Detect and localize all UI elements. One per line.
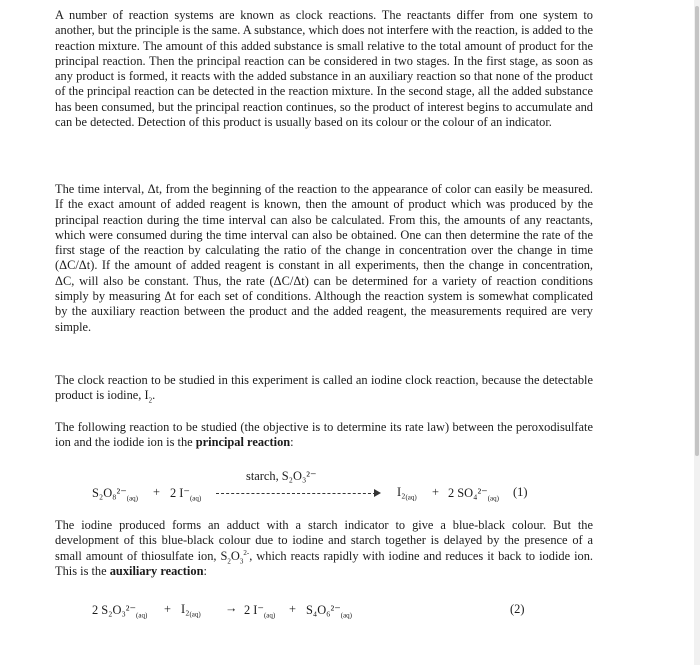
eq1-r2-formula: 2 I⁻: [170, 486, 190, 500]
paragraph-auxiliary-reaction: [55, 518, 593, 579]
equation1-reactant2: [170, 485, 201, 501]
eq2-r2-formula: I₂: [181, 602, 190, 616]
equation2-reactant2: [181, 602, 201, 617]
equation1-plus1: +: [153, 485, 160, 499]
equation2-product2: [306, 602, 352, 618]
eq2-p2-state: (aq): [340, 611, 353, 620]
equation2-reactant1: [92, 602, 147, 618]
equation2-arrow: →: [225, 601, 238, 615]
p5-end: :: [203, 563, 207, 578]
p4-end: :: [290, 435, 294, 450]
p5-sup: 2-: [243, 548, 250, 557]
eq2-r2-state: (aq): [189, 610, 201, 619]
equation2-plus2: +: [289, 602, 296, 616]
paragraph-clock-reactions: A number of reaction systems are known as clock reactions. The reactants differ from one system to another, but the principle is the same. A substance, which does not interfere with the reaction, is added to the reaction mixture. The amount of this added substance is small relative to the total amount of product for the principal reaction. Then the principal reaction can be considered in two stages. In the first stage, as soon as any product is formed, it reacts with the added substance in an auxiliary reaction so that none of the product of the principal reaction can be detected in the reaction mixture. In the second stage, all the added substance has been consumed, but the principal reaction continues, so the product of interest begins to accumulate and can be detected. Detection of this product is usually based on its colour or the colour of an indicator.: [55, 8, 593, 130]
p5-sub2: 3: [239, 557, 244, 566]
p5-text-b: O: [230, 548, 240, 563]
eq1-r1-formula: S₂O₈²⁻: [92, 486, 127, 500]
equation2-product1: [244, 602, 275, 618]
p4-text: The following reaction to be studied (the objective is to determine its rate law) between the peroxodisulfate ion and the iodide ion is the: [55, 420, 593, 450]
equation1-catalyst: starch, S₂O₃²⁻: [246, 469, 317, 483]
p3-subscript: 2: [148, 396, 153, 405]
p5-text-a: The iodine produced forms an adduct with a starch indicator to give a blue-black colour. But the development of this blue-black colour due to iodine and starch together is delayed by the presence of a small amount of thiosulfate ion, S: [55, 518, 593, 563]
eq1-r2-state: (aq): [189, 494, 202, 503]
equation1-arrow-line: [216, 493, 376, 494]
eq2-r1-formula: 2 S₂O₃²⁻: [92, 603, 137, 617]
equation2-plus1: +: [164, 602, 171, 616]
principal-reaction-term: principal reaction: [195, 435, 291, 450]
p3-text: The clock reaction to be studied in this experiment is called an iodine clock reaction, because the detectable product is iodine, I: [55, 373, 593, 403]
p5-sub1: 2: [227, 557, 231, 566]
eq1-r1-state: (aq): [126, 494, 139, 503]
eq1-p2-state: (aq): [487, 494, 499, 503]
eq2-p2-formula: S₄O₆²⁻: [306, 603, 341, 617]
eq1-p2-formula: 2 SO₄²⁻: [448, 486, 488, 500]
equation1-product2: [448, 485, 499, 501]
equation1-plus2: +: [432, 485, 439, 499]
paragraph-time-interval: The time interval, Δt, from the beginning of the reaction to the appearance of color can easily be measured. If the exact amount of added reagent is known, then the amount of product which was produced by the principal reaction during the time interval can also be calculated. From this, the amounts of any reactants, which were consumed during the time interval can also be obtained. One can then determine the rate of the first stage of the reaction by calculating the ratio of the change in concentration over the change in time (ΔC/Δt). If the amount of added reagent is constant in all experiments, then the change in concentration, ΔC, will also be constant. Thus, the rate (ΔC/Δt) can be determined for a variety of reaction conditions simply by measuring Δt for each set of conditions. Although the reaction system is somewhat complicated by the auxiliary reaction between the product and the added reagent, the measurements required are very simple.: [55, 182, 593, 334]
eq2-r1-state: (aq): [136, 611, 148, 620]
paragraph-principal-reaction: [55, 420, 593, 451]
scrollbar-thumb[interactable]: [695, 6, 699, 456]
eq1-p1-formula: I₂: [397, 485, 406, 499]
equation1-product1: [397, 485, 417, 500]
equation1-arrow-head: [374, 489, 381, 497]
equation1-reactant1: [92, 485, 138, 501]
eq1-p1-state: (aq): [405, 493, 417, 502]
equation2-number: (2): [510, 602, 525, 616]
auxiliary-reaction-term: auxiliary reaction: [109, 563, 204, 578]
p5-text-c: , which reacts rapidly with iodine and reduces it back to iodide ion. This is the: [55, 548, 594, 578]
p3-end: .: [152, 388, 156, 403]
eq2-p1-formula: 2 I⁻: [244, 603, 264, 617]
paragraph-iodine-clock: [55, 373, 593, 404]
eq2-p1-state: (aq): [263, 611, 276, 620]
equation1-number: (1): [513, 485, 528, 499]
vertical-scrollbar[interactable]: [694, 0, 700, 665]
